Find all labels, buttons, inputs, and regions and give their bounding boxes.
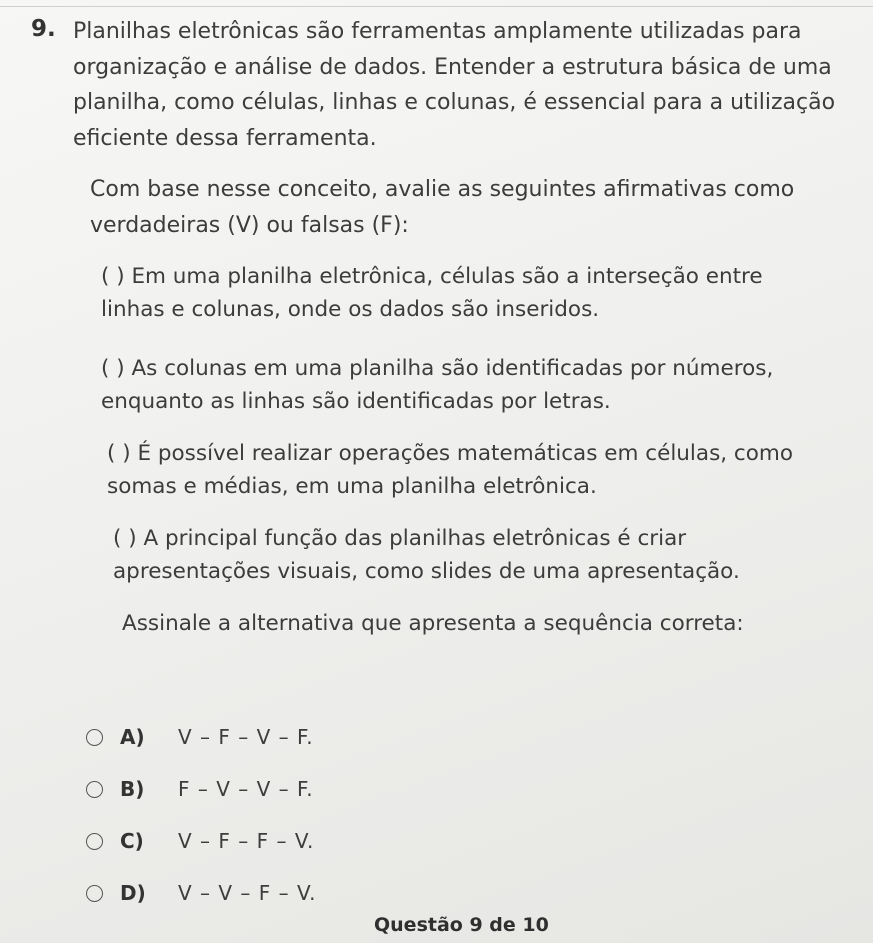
option-letter: B): [120, 777, 145, 801]
radio-button-b[interactable]: [86, 781, 103, 798]
radio-button-d[interactable]: [86, 885, 103, 902]
top-divider: [0, 6, 873, 7]
option-c[interactable]: [86, 826, 314, 856]
option-text: F – V – V – F.: [178, 777, 314, 801]
radio-button-c[interactable]: [86, 833, 103, 850]
radio-button-a[interactable]: [86, 729, 103, 746]
option-letter: A): [120, 725, 145, 749]
statement-2: ( ) As colunas em uma planilha são identificadas por números, enquanto as linhas são identificadas por letras.: [101, 356, 774, 414]
question-prompt: Assinale a alternativa que apresenta a sequência correta:: [122, 611, 744, 636]
statement-3: ( ) É possível realizar operações matemáticas em células, como somas e médias, em uma planilha eletrônica.: [107, 441, 794, 499]
option-text: V – F – V – F.: [178, 725, 314, 749]
question-instruction: Com base nesse conceito, avalie as seguintes afirmativas como verdadeiras (V) ou falsas (F):: [90, 177, 795, 238]
statement-1: ( ) Em uma planilha eletrônica, células são a interseção entre linhas e colunas, onde os dados são inseridos.: [101, 264, 763, 322]
option-letter: C): [120, 829, 144, 853]
question-counter: Questão 9 de 10: [374, 914, 549, 936]
option-a[interactable]: [86, 722, 314, 752]
statement-4: ( ) A principal função das planilhas eletrônicas é criar apresentações visuais, como slides de uma apresentação.: [113, 526, 740, 584]
question-stem: Planilhas eletrônicas são ferramentas amplamente utilizadas para organização e análise de dados. Entender a estrutura básica de uma planilha, como células, linhas e colunas, é essencial para a utilização eficiente dessa ferramenta.: [73, 19, 836, 151]
question-number: 9.: [31, 16, 56, 42]
option-text: V – V – F – V.: [178, 881, 317, 905]
option-b[interactable]: [86, 774, 314, 804]
option-d[interactable]: [86, 878, 316, 908]
option-letter: D): [120, 881, 146, 905]
option-text: V – F – F – V.: [178, 829, 315, 853]
